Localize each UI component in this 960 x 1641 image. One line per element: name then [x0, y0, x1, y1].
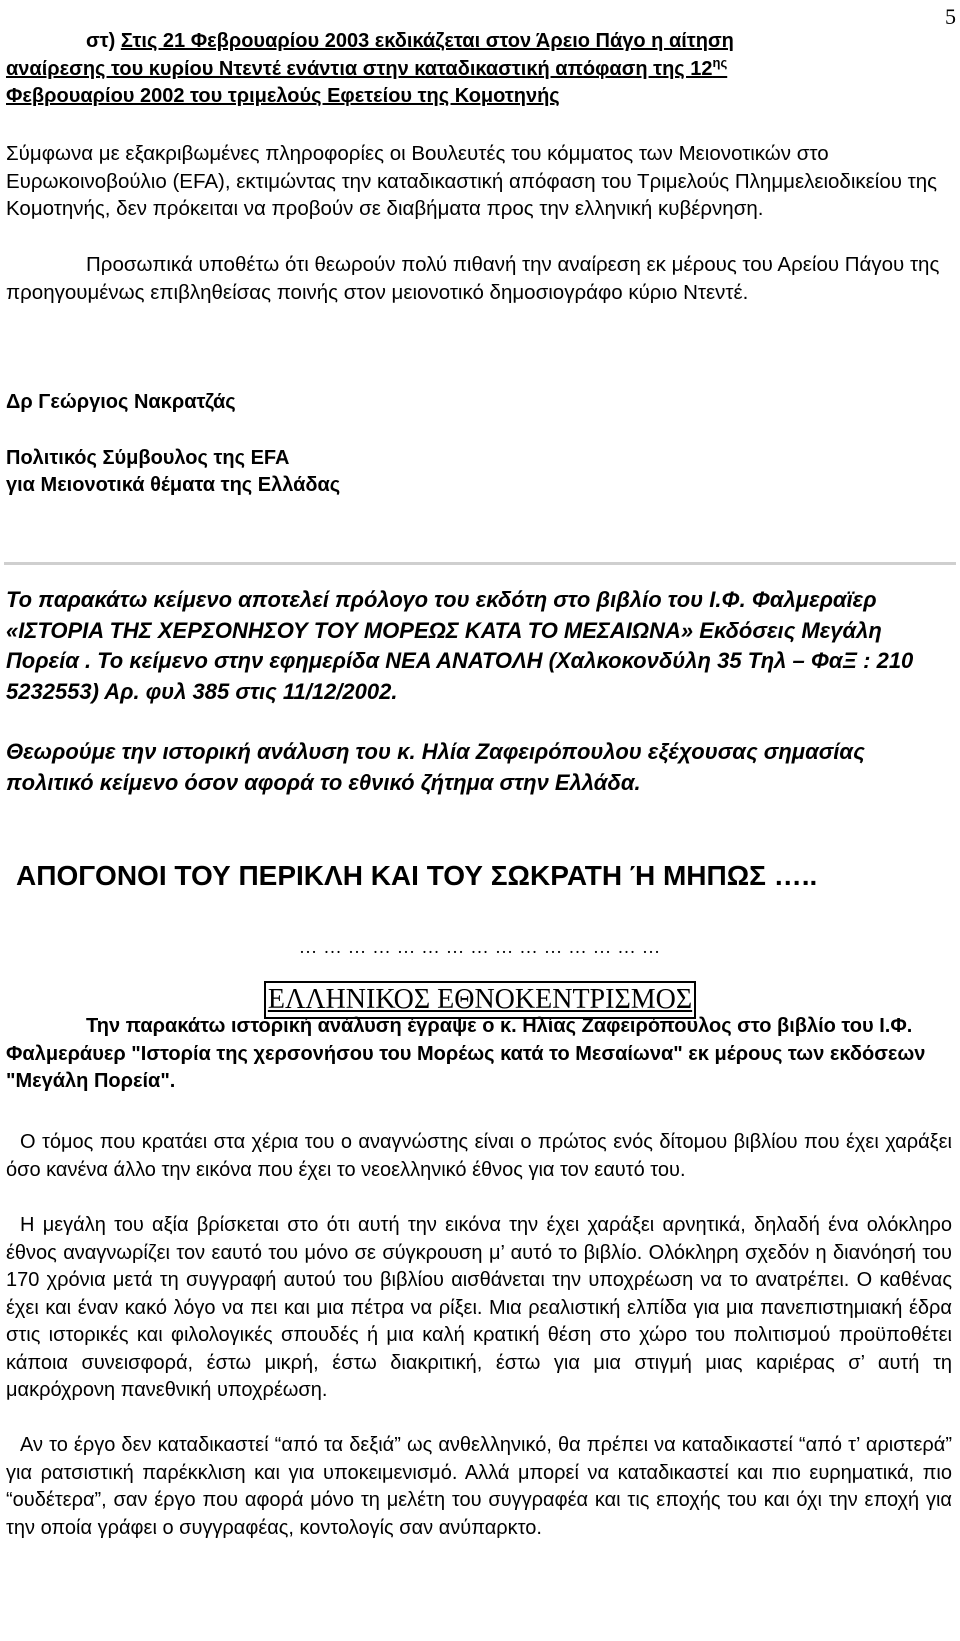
- paragraph-personal: Προσωπικά υποθέτω ότι θεωρούν πολύ πιθανή την αναίρεση εκ μέρους του Αρείου Πάγου της προηγουμένως επιβληθείσας ποινής στον μειονοτικό δημοσιογράφο κύριο Ντεντέ.: [6, 253, 940, 304]
- main-headline: ΑΠΟΓΟΝΟΙ ΤΟΥ ΠΕΡΙΚΛΗ ΚΑΙ ΤΟΥ ΣΩΚΡΑΤΗ Ή ΜΗΠΩΣ …..: [16, 860, 818, 891]
- signature-name: Δρ Γεώργιος Νακρατζάς: [6, 391, 236, 413]
- horizontal-divider: [4, 562, 956, 565]
- signature-title-2: για Μειονοτικά θέματα της Ελλάδας: [6, 474, 341, 496]
- body-paragraph-2: Η μεγάλη του αξία βρίσκεται στο ότι αυτή την εικόνα την έχει χαράξει αρνητικά, δηλαδή ένα ολόκληρο έθνος αναγνωρίζει τον εαυτό του μόνο σε σύγκρουση μ’ αυτό το βιβλίο. Ολόκληρη σχεδόν η διανόησή του 170 χρόνια μετά τη συγγραφή αυτού του βιβλίου αισθάνεται την υποχρέωση να το ανατρέπει. Ο καθένας έχει και έναν κακό λόγο να πει και μια πέτρα να ρίξει. Μια ρεαλιστική ελπίδα για μια πανεπιστημιακή έδρα στις ιστορικές και φιλολογικές σπουδές ή μια καλή κρατική θέση στο χώρο του πολιτισμού προϋποθέτει κάποια συνεισφορά, έστω μικρή, έστω διακριτική, έστω για μια στιγμή μιας καριέρας σ’ αυτή τη μακρόχρονη πανεθνική υποχρέωση.: [6, 1214, 952, 1401]
- section-heading-line1: Στις 21 Φεβρουαρίου 2003 εκδικάζεται στον Άρειο Πάγο η αίτηση: [120, 30, 734, 52]
- page-number: 5: [945, 4, 956, 29]
- section-prefix: στ): [86, 30, 121, 52]
- signature-title-1: Πολιτικός Σύμβουλος της EFA: [6, 447, 290, 469]
- intro-italic-paragraph: Το παρακάτω κείμενο αποτελεί πρόλογο του εκδότη στο βιβλίο του Ι.Φ. Φαλμεραϊερ «ΙΣΤΟΡΙΑ ΤΗΣ ΧΕΡΣΟΝΗΣΟΥ ΤΟΥ ΜΟΡΕΩΣ ΚΑΤΑ ΤΟ ΜΕΣΑΙΩΝΑ» Εκδόσεις Μεγάλη Πορεία . Το κείμενο στην εφημερίδα ΝΕΑ ΑΝΑΤΟΛΗ (Χαλκοκονδύλη 35 Τηλ – ΦαΞ : 210 5232553) Αρ. φυλ 385 στις 11/12/2002.: [6, 587, 914, 704]
- body-paragraph-1: Ο τόμος που κρατάει στα χέρια του ο αναγνώστης είναι ο πρώτος ενός δίτομου βιβλίου που έχει χαράξει όσο κανένα άλλο την εικόνα που έχει το νεοελληνικό έθνος για τον εαυτό του.: [6, 1131, 952, 1181]
- section-heading-line2: [6, 54, 728, 80]
- ellipsis-separator: … … … … … … … … … … … … … … …: [299, 937, 661, 957]
- paragraph-efa: Σύμφωνα με εξακριβωμένες πληροφορίες οι Βουλευτές του κόμματος των Μειονοτικών στο Ευρωκοινοβούλιο (EFA), εκτιμώντας την καταδικαστική απόφαση του Τριμελούς Πλημμελειοδικείου της Κομοτηνής, δεν πρόκειται να προβούν σε διαβήματα προς την ελληνική κυβέρνηση.: [6, 142, 938, 220]
- section-heading-line3: Φεβρουαρίου 2002 του τριμελούς Εφετείου της Κομοτηνής: [6, 85, 560, 107]
- author-note: Την παρακάτω ιστορική ανάλυση έγραψε ο κ. Ηλίας Ζαφειρόπουλος στο βιβλίο του Ι.Φ. Φαλμεράυερ "Ιστορία της χερσονήσου του Μορέως κατά το Μεσαίωνα" εκ μέρους των εκδόσεων "Μεγάλη Πορεία".: [6, 1015, 926, 1092]
- body-paragraph-3: Αν το έργο δεν καταδικαστεί “από τα δεξιά” ως ανθελληνικό, θα πρέπει να καταδικαστεί “από τ’ αριστερά” για ρατσιστική παρέκκλιση και για υποκειμενισμό. Αλλά μπορεί να καταδικαστεί και πιο ευρηματικά, πιο “ουδέτερα”, σαν έργο που αφορά μόνο τη μελέτη του συγγραφέα και τις εποχής του και όχι την εποχή για την οποία γράφει ο συγγραφέας, κοντολογίς σαν ανύπαρκτο.: [6, 1434, 952, 1539]
- section-heading-line2-text: αναίρεσης του κυρίου Ντεντέ ενάντια στην καταδικαστική απόφαση της 12: [6, 57, 713, 80]
- boxed-title: ΕΛΛΗΝΙΚΟΣ ΕΘΝΟΚΕΝΤΡΙΣΜΟΣ: [264, 981, 696, 1019]
- ordinal-suffix: ης: [712, 54, 728, 70]
- section-heading: [6, 28, 952, 111]
- intro-italic-paragraph-2: Θεωρούμε την ιστορική ανάλυση του κ. Ηλία Ζαφειρόπουλου εξέχουσας σημασίας πολιτικό κείμενο όσον αφορά το εθνικό ζήτημα στην Ελλάδα.: [6, 739, 865, 795]
